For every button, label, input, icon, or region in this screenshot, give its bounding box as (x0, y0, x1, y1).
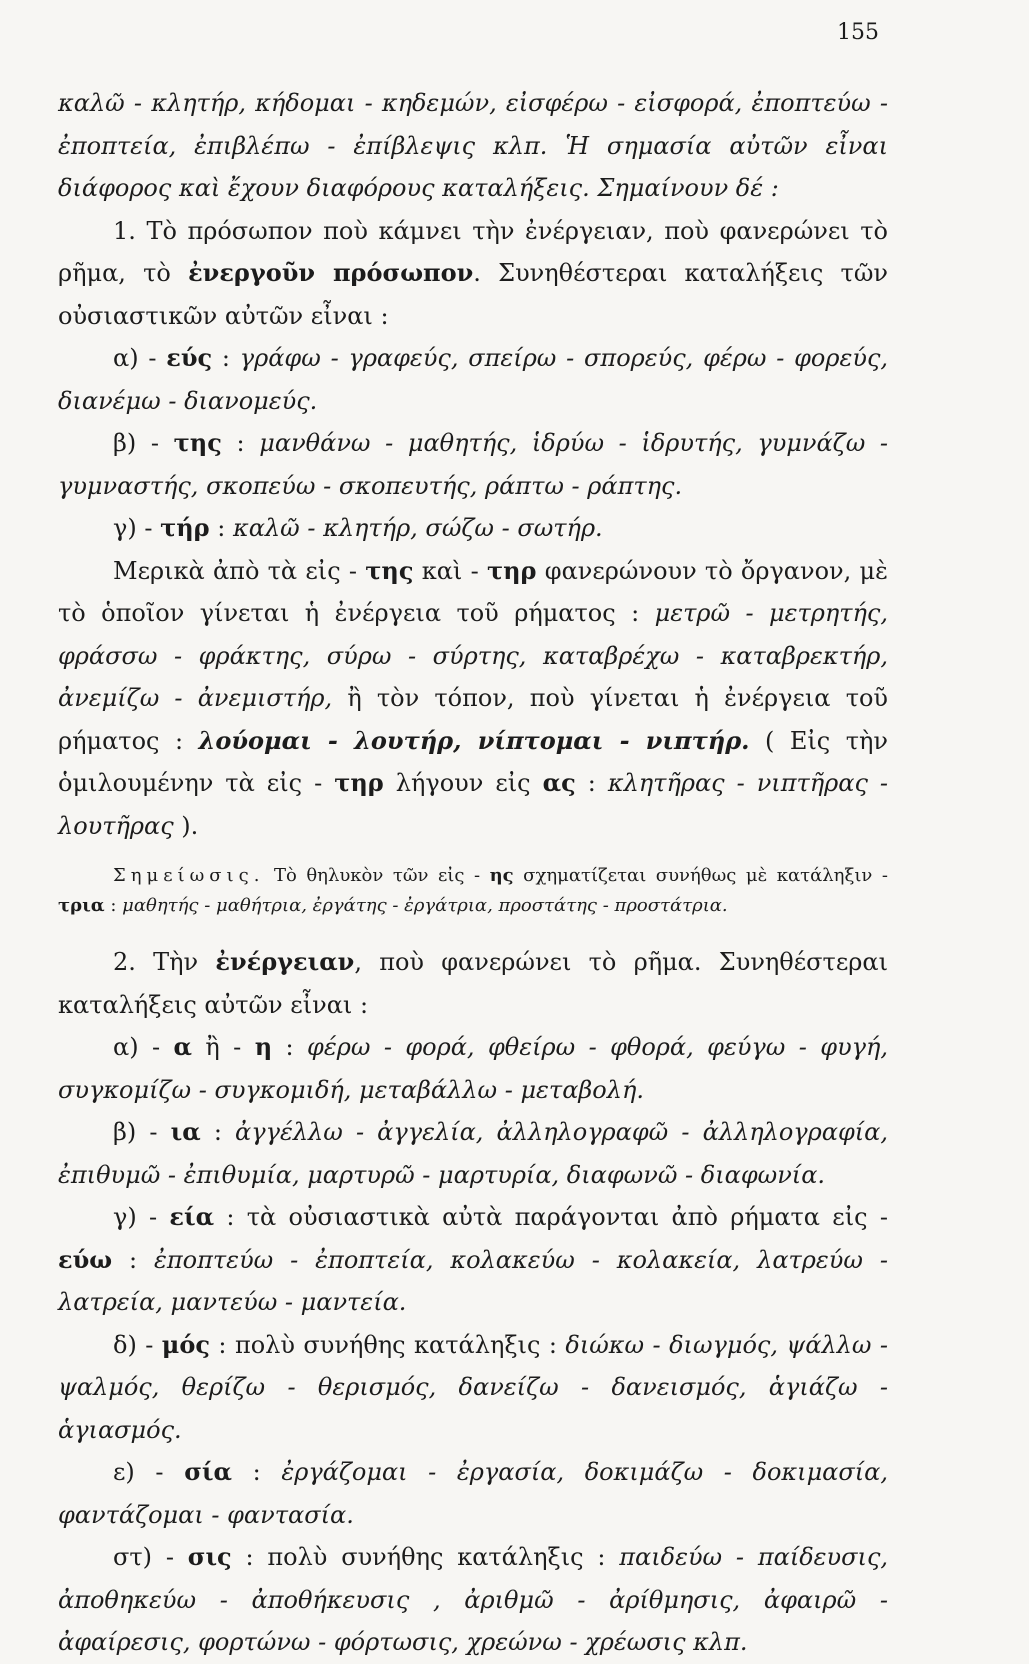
section-1-term: ἐνεργοῦν πρόσωπον (188, 258, 474, 287)
suffix: τηρ (334, 768, 384, 797)
text: : πολὺ συνήθης κατάληξις : (231, 1543, 620, 1571)
item-label: ε) - (113, 1458, 185, 1486)
suffix: ας (542, 768, 576, 797)
intro-examples: καλῶ - κλητήρ, κήδομαι - κηδεμών, εἰσφέρω - εἰσφορά, ἐποπτεύω - ἐποπτεία, ἐπιβλέπω - ἐπίβλεψις κλπ. Ἡ σημασία αὐτῶν εἶναι διάφορος καὶ ἔχουν διαφόρους καταλήξεις. Σημαίνουν δέ : (58, 89, 888, 202)
item-1c (58, 507, 888, 550)
item-2c (58, 1196, 888, 1324)
section-2-lead: 2. Τὴν (113, 948, 216, 976)
item-label: β) - (113, 429, 174, 457)
examples: ἐποπτεύω - ἐποπτεία, κολακεύω - κολακεία, λατρεύω - λατρεία, μαντεύω - μαντεία. (58, 1245, 888, 1316)
text: Τὸ θηλυκὸν τῶν εἰς - (264, 865, 490, 886)
text: : (104, 895, 123, 916)
suffix: τρια (58, 895, 105, 916)
item-2d (58, 1324, 888, 1452)
suffix: σία (184, 1457, 232, 1486)
item-1b (58, 422, 888, 507)
item-label: α) - (113, 344, 167, 372)
item-label: στ) - (113, 1543, 188, 1571)
examples: μαθητής - μαθήτρια, ἐργάτης - ἐργάτρια, προστάτης - προστάτρια. (122, 895, 728, 916)
examples: μανθάνω - μαθητής, ἱδρύω - ἱδρυτής, γυμνάζω - γυμναστής, σκοπεύω - σκοπευτής, ράπτω - ράπτης. (58, 429, 889, 500)
suffix: τήρ (160, 513, 210, 542)
examples: φέρω - φορά, φθείρω - φθορά, φεύγω - φυγή, συγκομίζω - συγκομιδή, μεταβάλλω - μεταβολή. (58, 1033, 889, 1104)
item-label: γ) - (113, 514, 161, 542)
text: ( Εἰς τὴν ὁμιλουμένην τὰ εἰς - (58, 726, 888, 797)
text: λήγουν εἰς (383, 769, 543, 797)
text: : τὰ οὐσιαστικὰ αὐτὰ παράγονται ἀπὸ ρήματα εἰς - (214, 1203, 888, 1231)
text: σχηματίζεται συνήθως μὲ κατάληξιν - (513, 865, 888, 886)
text: ἢ - (191, 1033, 255, 1061)
item-label: α) - (113, 1033, 174, 1061)
suffix: τηρ (486, 555, 537, 585)
suffix: α (173, 1032, 192, 1061)
suffix: εύω (58, 1244, 113, 1274)
item-2a (58, 1026, 888, 1111)
text: : (575, 769, 608, 797)
item-2f (58, 1536, 888, 1664)
colon: : (209, 514, 233, 542)
item-label: δ) - (113, 1330, 162, 1359)
suffix: εία (169, 1202, 215, 1231)
item-1a (58, 337, 888, 422)
text: φανερώνουν τὸ ὄργανον, μὲ τὸ ὁποῖον γίνεται ἡ ἐνέργεια τοῦ ρήματος : (58, 556, 888, 627)
page-text (58, 82, 888, 1664)
suffix: η (254, 1032, 273, 1061)
text: Μερικὰ ἀπὸ τὰ εἰς - (113, 556, 366, 585)
section-2-term: ἐνέργειαν (215, 947, 355, 976)
page-number: 155 (837, 20, 879, 45)
colon: : (272, 1033, 308, 1061)
examples: γράφω - γραφεύς, σπείρω - σπορεύς, φέρω - φορεύς, διανέμω - διανομεύς. (58, 344, 889, 415)
colon: : (112, 1245, 155, 1274)
examples: διώκω - διωγμός, ψάλλω - ψαλμός, θερίζω - θερισμός, δανείζω - δανεισμός, ἁγιάζω - ἁγιασμός. (58, 1330, 888, 1444)
note-label: Σημείωσις. (113, 865, 265, 886)
item-label: β) - (113, 1118, 171, 1146)
colon: : (200, 1118, 236, 1146)
section-2-heading (58, 941, 888, 1026)
examples: καλῶ - κλητήρ, σώζω - σωτήρ. (232, 514, 603, 542)
intro-paragraph (58, 82, 888, 210)
section-1-lead: 1. Τὸ πρόσωπον ποὺ κάμνει τὴν ἐνέργειαν, ποὺ φανερώνει τὸ ρῆμα, τὸ (58, 216, 888, 287)
text: ). (173, 811, 199, 840)
colon: : (231, 1458, 282, 1486)
colon: : (221, 429, 260, 457)
examples: παιδεύω - παίδευσις, ἀποθηκεύω - ἀποθήκευσις , ἀριθμῶ - ἀρίθμησις, ἀφαιρῶ - ἀφαίρεσις, φορτώνω - φόρτωσις, χρεώνω - χρέωσις κλπ. (58, 1543, 889, 1656)
suffix: της (173, 428, 222, 457)
suffix: ια (170, 1117, 201, 1146)
examples: κλητῆρας - νιπτῆρας - λουτῆρας (58, 769, 889, 840)
item-2b (58, 1111, 888, 1196)
text: καὶ - (413, 556, 487, 585)
section-1-rest: . Συνηθέστεραι καταλήξεις τῶν οὐσιαστικῶν αὐτῶν εἶναι : (58, 259, 888, 330)
suffix: ης (489, 865, 514, 886)
examples: μετρῶ - μετρητής, φράσσω - φράκτης, σύρω - σύρτης, καταβρέχω - καταβρεκτήρ, ἀνεμίζω - ἀνεμιστήρ, (58, 599, 888, 712)
examples: ἀγγέλλω - ἀγγελία, ἀλληλογραφῶ - ἀλληλογραφία, ἐπιθυμῶ - ἐπιθυμία, μαρτυρῶ - μαρτυρία, διαφωνῶ - διαφωνία. (58, 1118, 888, 1189)
item-2e (58, 1451, 888, 1536)
suffix: εύς (166, 343, 213, 372)
section-1-heading (58, 210, 888, 338)
colon: : (212, 344, 240, 372)
suffix: μός (161, 1329, 210, 1359)
suffix: της (365, 555, 414, 585)
suffix: σις (187, 1542, 232, 1571)
examples: ἐργάζομαι - ἐργασία, δοκιμάζω - δοκιμασία, φαντάζομαι - φαντασία. (58, 1458, 889, 1529)
text: ἢ τὸν τόπον, ποὺ γίνεται ἡ ἐνέργεια τοῦ ρήματος : (58, 684, 889, 755)
text: : πολὺ συνήθης κατάληξις : (209, 1330, 566, 1359)
note (58, 861, 888, 921)
instrument-paragraph (58, 550, 888, 848)
section-2-rest: , ποὺ φανερώνει τὸ ρῆμα. Συνηθέστεραι καταλήξεις αὐτῶν εἶναι : (58, 948, 888, 1019)
examples: λούομαι - λουτήρ, νίπτομαι - νιπτήρ. (198, 725, 750, 755)
item-label: γ) - (113, 1203, 170, 1231)
